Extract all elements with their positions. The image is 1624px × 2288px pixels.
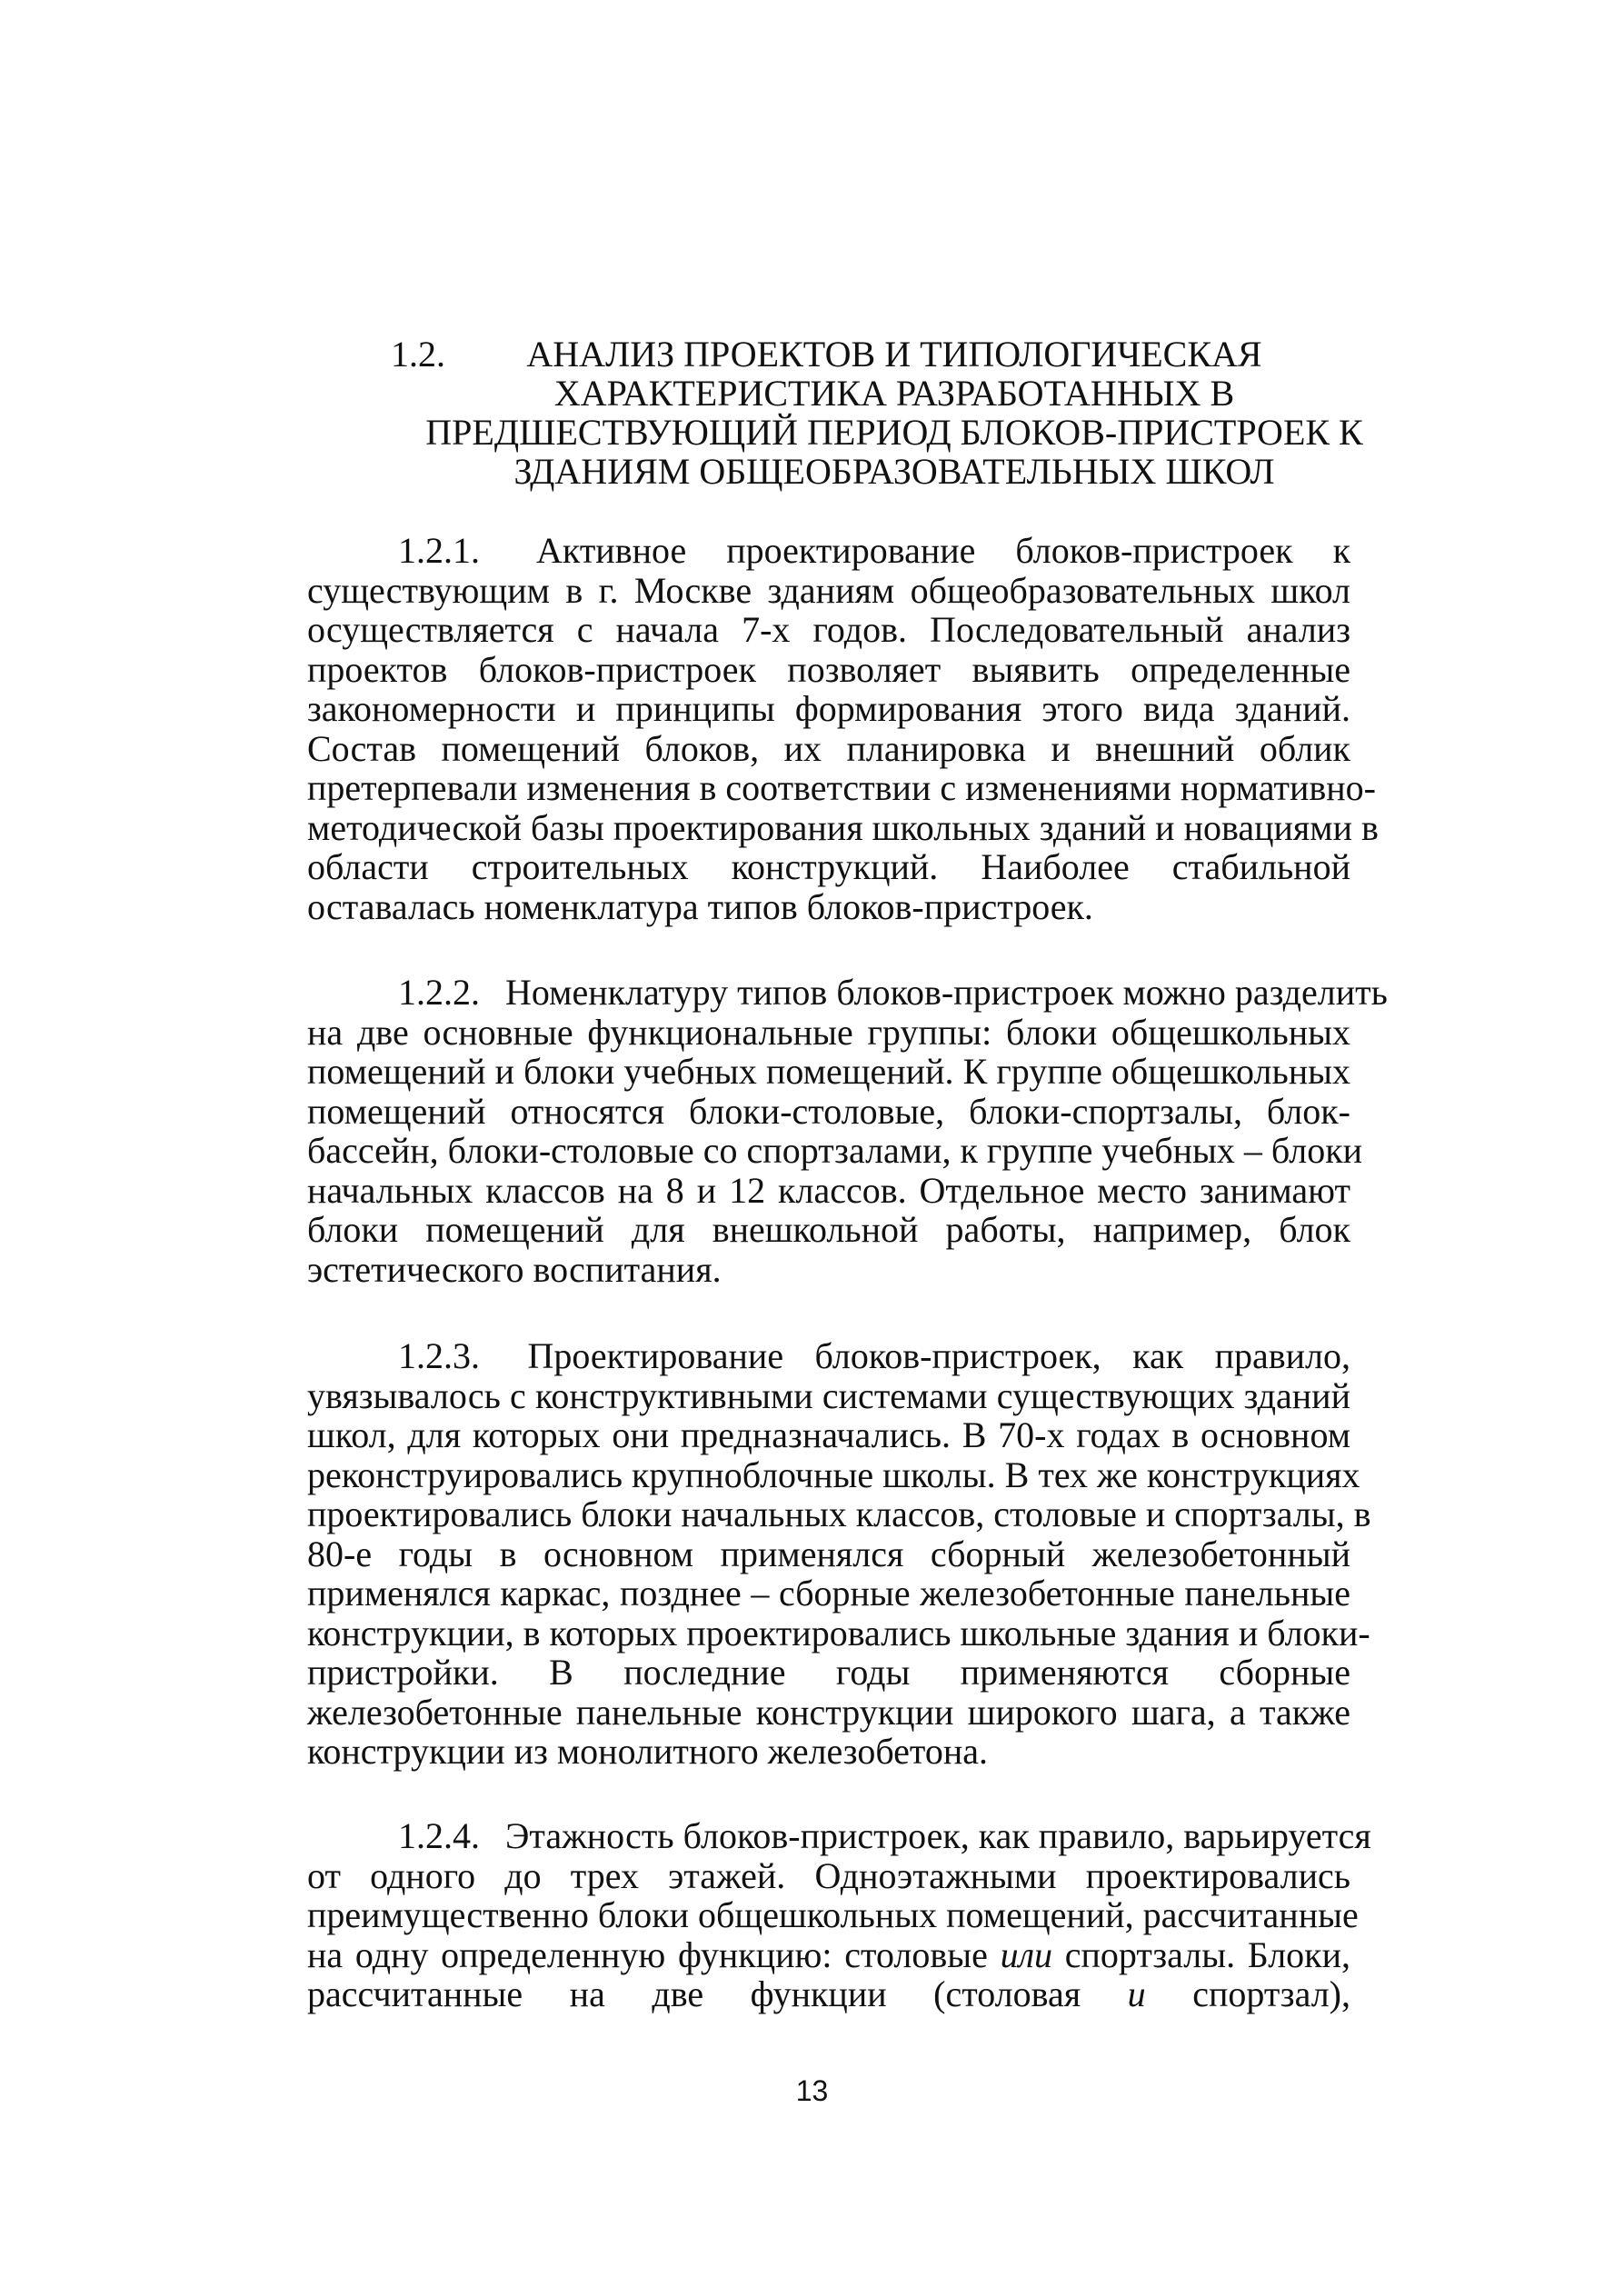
paragraph-line: методической базы проектирования школьных зданий и новациями в (307, 806, 1379, 848)
paragraph-number: 1.2.3. (398, 1335, 480, 1376)
paragraph-line: существующим в г. Москве зданиям общеобразовательных школ (307, 569, 1350, 611)
paragraph-number: 1.2.1. (398, 530, 480, 571)
section-heading-title (416, 335, 1372, 491)
paragraph-line: начальных классов на 8 и 12 классов. Отдельное место занимают (307, 1169, 1350, 1211)
paragraph-line: осуществляется с начала 7-х годов. Последовательный анализ (307, 609, 1350, 650)
emphasis-text: или (1000, 1933, 1053, 1975)
paragraph-line: рассчитанные на две функции (столовая и спортзал), (307, 1973, 1350, 2014)
paragraph-line: 1.2.4. Этажность блоков-пристроек, как правило, варьируется (398, 1815, 1371, 1856)
paragraph-line: школ, для которых они предназначались. В 70-х годах в основном (307, 1414, 1350, 1455)
paragraph-line: закономерности и принципы формирования этого вида зданий. (307, 688, 1350, 729)
paragraph-number: 1.2.2. (398, 972, 480, 1013)
paragraph-line: применялся каркас, позднее – сборные железобетонные панельные (307, 1573, 1350, 1614)
paragraph-line: пристройки. В последние годы применяются сборные (307, 1652, 1350, 1693)
paragraph-line: 1.2.2. Номенклатуру типов блоков-пристроек можно разделить (398, 972, 1388, 1013)
paragraph-line: проектов блоков-пристроек позволяет выявить определенные (307, 648, 1350, 690)
paragraph-line: от одного до трех этажей. Одноэтажными проектировались (307, 1854, 1350, 1896)
paragraph-line: на одну определенную функцию: столовые или спортзалы. Блоки, (307, 1933, 1350, 1975)
paragraph-line: на две основные функциональные группы: блоки общешкольных (307, 1011, 1350, 1053)
paragraph-line: блоки помещений для внешкольной работы, например, блок (307, 1209, 1350, 1250)
paragraph-line: помещений и блоки учебных помещений. К группе общешкольных (307, 1051, 1350, 1092)
section-heading-number: 1.2. (391, 334, 445, 375)
paragraph-line: проектировались блоки начальных классов, столовые и спортзалы, в (307, 1494, 1371, 1534)
paragraph-number: 1.2.4. (398, 1815, 480, 1856)
paragraph-line: Состав помещений блоков, их планировка и внешний облик (307, 727, 1350, 769)
page-number: 13 (795, 2074, 829, 2107)
paragraph-line: оставалась номенклатура типов блоков-пристроек. (307, 885, 1093, 927)
paragraph-line: реконструировались крупноблочные школы. В тех же конструкциях (307, 1454, 1360, 1495)
paragraph-1-2-1 (307, 530, 1379, 927)
paragraph-line: преимущественно блоки общешкольных помещений, рассчитанные (307, 1894, 1359, 1935)
paragraph-line: 80-е годы в основном применялся сборный железобетонный (307, 1533, 1350, 1574)
paragraph-line: эстетического воспитания. (307, 1248, 722, 1290)
paragraph-line: области строительных конструкций. Наиболее стабильной (307, 846, 1350, 887)
paragraph-line: помещений относятся блоки-столовые, блоки-спортзалы, блок- (307, 1090, 1350, 1132)
paragraph-line: увязывалось с конструктивными системами существующих зданий (307, 1374, 1350, 1416)
section-heading-line: ЗДАНИЯМ ОБЩЕОБРАЗОВАТЕЛЬНЫХ ШКОЛ (513, 451, 1275, 492)
paragraph-line: 1.2.1. Активное проектирование блоков-пристроек к (398, 530, 1351, 571)
section-heading-line: ХАРАКТЕРИСТИКА РАЗРАБОТАННЫХ В (553, 373, 1235, 414)
paragraph-line: претерпевали изменения в соответствии с изменениями нормативно- (307, 767, 1376, 808)
paragraph-1-2-3 (307, 1335, 1371, 1772)
paragraph-1-2-2 (307, 972, 1388, 1290)
paragraph-line: бассейн, блоки-столовые со спортзалами, к группе учебных – блоки (307, 1130, 1363, 1171)
paragraph-1-2-4 (307, 1815, 1371, 2014)
section-heading-line: ПРЕДШЕСТВУЮЩИЙ ПЕРИОД БЛОКОВ-ПРИСТРОЕК К (425, 412, 1363, 453)
paragraph-line: 1.2.3. Проектирование блоков-пристроек, как правило, (398, 1335, 1351, 1376)
section-heading-line: АНАЛИЗ ПРОЕКТОВ И ТИПОЛОГИЧЕСКАЯ (526, 334, 1262, 375)
paragraph-line: конструкции, в которых проектировались школьные здания и блоки- (307, 1612, 1370, 1654)
section-heading (391, 335, 1372, 491)
paragraph-line: конструкции из монолитного железобетона. (307, 1731, 989, 1772)
emphasis-text: и (1127, 1973, 1146, 2014)
paragraph-line: железобетонные панельные конструкции широкого шага, а также (307, 1691, 1350, 1733)
